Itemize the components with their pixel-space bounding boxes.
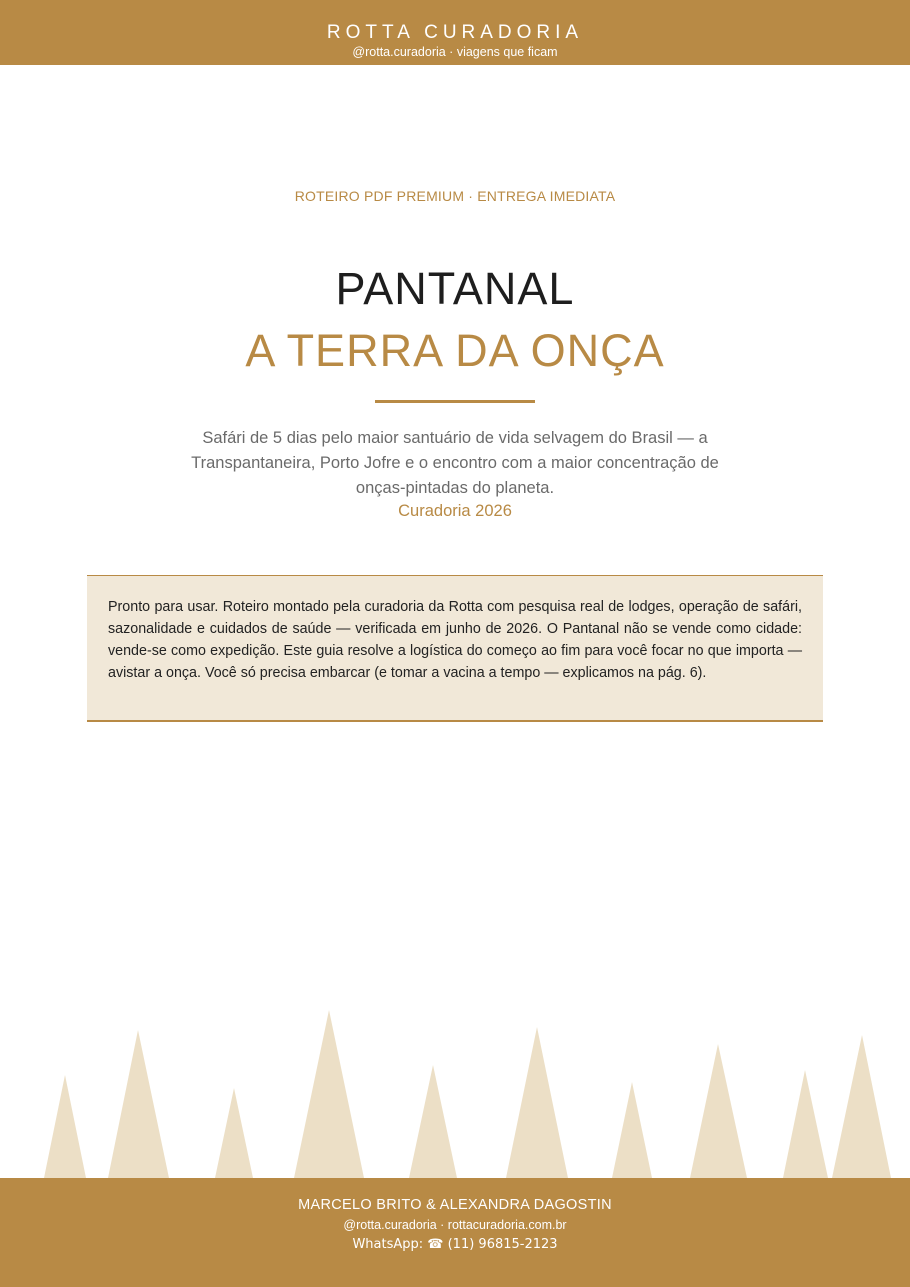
cover-title-accent: A TERRA DA ONÇA [245, 325, 665, 376]
footer-contacts: @rotta.curadoria · rottacuradoria.com.br [343, 1218, 567, 1232]
top-banner [0, 0, 910, 65]
ready-to-use-notice [87, 575, 823, 722]
whatsapp-contact: WhatsApp: ☎ (11) 96815-2123 [352, 1237, 558, 1252]
cover-subtitle: Safári de 5 dias pelo maior santuário de vida selvagem do Brasil — a Transpantaneira, Porto Jofre e o encontro com a maior concentração de onças-pintadas do planeta. [191, 429, 719, 497]
tree-shape [409, 1065, 457, 1178]
cover-title: PANTANAL [335, 263, 575, 314]
brand-name: ROTTA CURADORIA [326, 22, 584, 43]
curation-year: Curadoria 2026 [398, 502, 512, 520]
brand-handle-line: @rotta.curadoria · viagens que ficam [352, 45, 558, 59]
tree-shape [506, 1027, 568, 1178]
authors: MARCELO BRITO & ALEXANDRA DAGOSTIN [298, 1197, 612, 1213]
cover-eyebrow: ROTEIRO PDF PREMIUM · ENTREGA IMEDIATA [294, 188, 616, 204]
tree-shape [108, 1030, 169, 1178]
tree-silhouette-decoration [0, 1000, 910, 1180]
footer-banner [0, 1178, 910, 1287]
tree-shape [294, 1010, 364, 1178]
tree-shape [783, 1070, 828, 1178]
tree-shape [612, 1082, 652, 1178]
tree-shape [215, 1088, 253, 1178]
notice-text: Pronto para usar. Roteiro montado pela curadoria da Rotta com pesquisa real de lodges, operação de safári, sazonalidade e cuidados de saúde — verificada em junho de 2026. O Pantanal não se vende como cidade: vende-se como expedição. Este guia resolve a logística do começo ao fim para você focar no que importa — avistar a onça. Você só precisa embarcar (e tomar a vacina a tempo — explicamos na pág. 6). [108, 599, 802, 681]
tree-shape [832, 1035, 891, 1178]
title-divider [375, 400, 535, 403]
tree-shape [690, 1044, 747, 1178]
tree-shape [44, 1075, 86, 1178]
